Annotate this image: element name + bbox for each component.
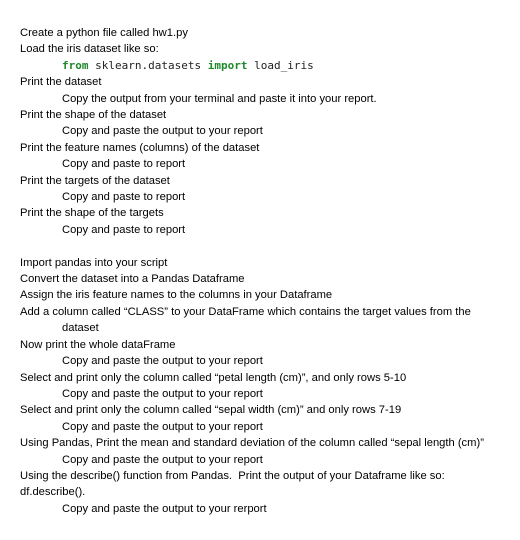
instruction-print-dataset: Print the dataset bbox=[20, 76, 102, 89]
instruction-convert-dataframe: Convert the dataset into a Pandas Dataframe bbox=[20, 273, 245, 286]
instruction-describe-code: df.describe(). bbox=[20, 486, 86, 499]
code-snippet-import bbox=[20, 58, 500, 74]
sub-instruction-copy-feature-names: Copy and paste to report bbox=[62, 158, 186, 171]
sub-instruction-copy-describe: Copy and paste the output to your rerport bbox=[62, 502, 267, 515]
instruction-select-sepal-width: Select and print only the column called “sepal width (cm)” and only rows 7-19 bbox=[20, 404, 402, 417]
instruction-add-class-column: Add a column called “CLASS” to your DataFrame which contains the target values from the dataset bbox=[20, 305, 474, 335]
sub-instruction-copy-dataframe: Copy and paste the output to your report bbox=[62, 355, 263, 368]
code-module-name: sklearn.datasets bbox=[88, 58, 208, 72]
sub-instruction-copy-targets: Copy and paste to report bbox=[62, 191, 186, 204]
sub-instruction-copy-mean-std: Copy and paste the output to your report bbox=[62, 453, 263, 466]
instruction-print-targets: Print the targets of the dataset bbox=[20, 174, 170, 187]
code-keyword-import: import bbox=[207, 58, 248, 72]
paragraph-spacer bbox=[20, 238, 500, 254]
instruction-import-pandas: Import pandas into your script bbox=[20, 256, 168, 269]
instruction-print-shape: Print the shape of the dataset bbox=[20, 109, 167, 122]
instruction-mean-std: Using Pandas, Print the mean and standard deviation of the column called “sepal length (cm)” bbox=[20, 437, 484, 450]
instruction-print-feature-names: Print the feature names (columns) of the dataset bbox=[20, 141, 260, 154]
instruction-print-target-shape: Print the shape of the targets bbox=[20, 207, 164, 220]
instruction-create-file: Create a python file called hw1.py bbox=[20, 27, 188, 39]
instruction-describe: Using the describe() function from Pandas. Print the output of your Dataframe like so: bbox=[20, 469, 445, 482]
instruction-select-petal-length: Select and print only the column called “petal length (cm)”, and only rows 5-10 bbox=[20, 371, 407, 384]
sub-instruction-copy-sepal-width: Copy and paste the output to your report bbox=[62, 420, 263, 433]
instruction-assign-columns: Assign the iris feature names to the columns in your Dataframe bbox=[20, 289, 333, 302]
code-keyword-from: from bbox=[62, 58, 89, 72]
assignment-document bbox=[20, 25, 500, 517]
sub-instruction-copy-terminal: Copy the output from your terminal and paste it into your report. bbox=[62, 92, 377, 105]
instruction-print-dataframe: Now print the whole dataFrame bbox=[20, 338, 176, 351]
sub-instruction-copy-shape: Copy and paste the output to your report bbox=[62, 125, 263, 138]
instruction-load-dataset: Load the iris dataset like so: bbox=[20, 43, 159, 56]
sub-instruction-copy-target-shape: Copy and paste to report bbox=[62, 223, 186, 236]
code-function-name: load_iris bbox=[247, 58, 314, 72]
sub-instruction-copy-petal-length: Copy and paste the output to your report bbox=[62, 387, 263, 400]
